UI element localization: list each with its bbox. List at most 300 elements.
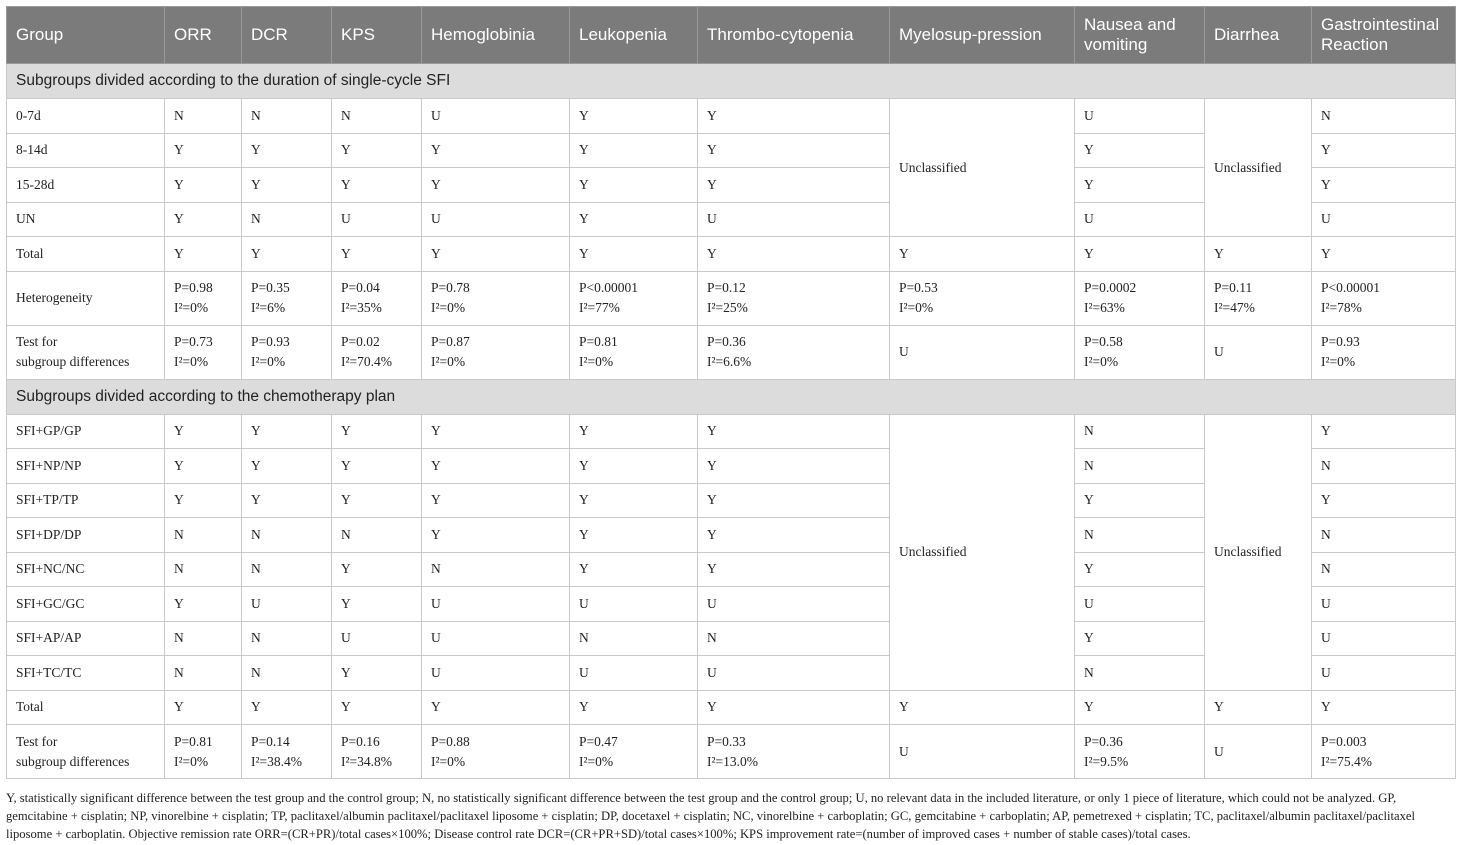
- table-cell: [165, 690, 242, 725]
- table-cell: [1075, 725, 1205, 779]
- table-cell: [698, 133, 890, 168]
- row-label: [7, 237, 165, 272]
- cell-text: Unclassified: [899, 159, 967, 175]
- cell-text: N: [174, 664, 184, 680]
- table-cell: [1205, 690, 1312, 725]
- table-cell: [422, 168, 570, 203]
- table-cell: [698, 168, 890, 203]
- section-header-row: [7, 64, 1456, 99]
- table-row: [7, 325, 1456, 379]
- table-cell: [1205, 237, 1312, 272]
- table-cell: [165, 621, 242, 656]
- table-cell: [570, 690, 698, 725]
- cell-text: U: [1321, 211, 1331, 227]
- cell-text: P<0.00001 I²=77%: [579, 280, 638, 315]
- table-cell: [1075, 656, 1205, 691]
- table-cell: [570, 656, 698, 691]
- table-row: [7, 414, 1456, 449]
- cell-text: P=0.003 I²=75.4%: [1321, 733, 1373, 769]
- table-cell: [422, 237, 570, 272]
- table-cell: [698, 656, 890, 691]
- cell-text: Y: [251, 492, 261, 508]
- table-cell: [332, 449, 422, 484]
- cell-text: Y: [1321, 245, 1331, 261]
- table-cell: [242, 133, 332, 168]
- cell-text: U: [1084, 107, 1094, 123]
- table-cell: [698, 552, 890, 587]
- row-label: [7, 518, 165, 553]
- table-cell: [332, 99, 422, 134]
- cell-text: Y: [431, 176, 441, 192]
- cell-text: P=0.81 I²=0%: [174, 733, 213, 769]
- table-cell: [1312, 202, 1456, 237]
- unclassified-cell: [1205, 99, 1312, 237]
- cell-text: UN: [16, 211, 36, 227]
- cell-text: N: [1084, 423, 1094, 439]
- cell-text: Y: [174, 492, 184, 508]
- table-cell: [332, 587, 422, 622]
- table-cell: [698, 237, 890, 272]
- cell-text: Y: [341, 142, 351, 158]
- table-cell: [1075, 483, 1205, 518]
- table-cell: [1075, 133, 1205, 168]
- cell-text: U: [1214, 743, 1224, 759]
- table-cell: [1075, 518, 1205, 553]
- column-header: Hemoglobinia: [422, 7, 570, 64]
- cell-text: Y: [707, 526, 717, 542]
- cell-text: Y: [707, 245, 717, 261]
- row-label: [7, 271, 165, 325]
- table-cell: [165, 587, 242, 622]
- table-cell: [422, 587, 570, 622]
- table-cell: [165, 133, 242, 168]
- table-cell: [165, 483, 242, 518]
- cell-text: Y: [341, 176, 351, 192]
- cell-text: Y: [579, 526, 589, 542]
- cell-text: SFI+DP/DP: [16, 526, 82, 542]
- cell-text: Y: [251, 142, 261, 158]
- table-cell: [698, 518, 890, 553]
- cell-text: N: [341, 526, 351, 542]
- cell-text: Y: [341, 423, 351, 439]
- cell-text: Unclassified: [899, 544, 967, 559]
- cell-text: P=0.53 I²=0%: [899, 280, 938, 315]
- row-label: [7, 656, 165, 691]
- table-cell: [242, 271, 332, 325]
- subgroup-analysis-table: [6, 6, 1456, 779]
- table-cell: [422, 414, 570, 449]
- cell-text: N: [174, 561, 184, 577]
- cell-text: Y: [431, 245, 441, 261]
- table-cell: [422, 725, 570, 779]
- table-cell: [1312, 449, 1456, 484]
- table-cell: [1312, 690, 1456, 725]
- row-label: [7, 621, 165, 656]
- cell-text: Y: [579, 176, 589, 192]
- cell-text: Unclassified: [1214, 159, 1282, 175]
- cell-text: Y: [1084, 699, 1094, 715]
- cell-text: Y: [341, 664, 351, 680]
- table-cell: [1205, 271, 1312, 325]
- table-cell: [242, 725, 332, 779]
- table-cell: [570, 725, 698, 779]
- table-row: [7, 690, 1456, 725]
- table-cell: [1075, 587, 1205, 622]
- cell-text: SFI+NC/NC: [16, 561, 85, 577]
- cell-text: U: [579, 664, 589, 680]
- cell-text: U: [341, 630, 351, 646]
- cell-text: N: [707, 630, 717, 646]
- cell-text: P=0.35 I²=6%: [251, 280, 290, 315]
- table-cell: [242, 621, 332, 656]
- cell-text: P=0.02 I²=70.4%: [341, 334, 393, 369]
- cell-text: N: [174, 630, 184, 646]
- row-label: [7, 483, 165, 518]
- cell-text: N: [174, 526, 184, 542]
- cell-text: N: [1084, 457, 1094, 473]
- table-cell: [165, 168, 242, 203]
- cell-text: N: [251, 526, 261, 542]
- cell-text: Y: [579, 107, 589, 123]
- row-label: [7, 202, 165, 237]
- cell-text: Y: [579, 699, 589, 715]
- cell-text: 15-28d: [16, 176, 55, 192]
- table-cell: [422, 483, 570, 518]
- cell-text: Y: [707, 107, 717, 123]
- cell-text: Y: [579, 423, 589, 439]
- row-label: [7, 168, 165, 203]
- cell-text: Y: [174, 211, 184, 227]
- cell-text: Y: [341, 492, 351, 508]
- table-row: [7, 237, 1456, 272]
- table-cell: [242, 414, 332, 449]
- cell-text: P=0.36 I²=9.5%: [1084, 733, 1129, 769]
- table-cell: [165, 552, 242, 587]
- cell-text: Y: [899, 699, 909, 715]
- table-cell: [422, 449, 570, 484]
- cell-text: Y: [1321, 699, 1331, 715]
- cell-text: Y: [579, 245, 589, 261]
- table-cell: [698, 414, 890, 449]
- cell-text: Test for subgroup differences: [16, 334, 130, 369]
- table-cell: [422, 656, 570, 691]
- cell-text: P=0.93 I²=0%: [251, 334, 290, 369]
- cell-text: Y: [341, 561, 351, 577]
- cell-text: Y: [251, 423, 261, 439]
- table-cell: [1075, 621, 1205, 656]
- table-cell: [1075, 202, 1205, 237]
- table-cell: [698, 202, 890, 237]
- unclassified-cell: [890, 414, 1075, 690]
- table-cell: [422, 325, 570, 379]
- cell-text: P<0.00001 I²=78%: [1321, 280, 1380, 315]
- table-cell: [332, 518, 422, 553]
- cell-text: Y: [174, 699, 184, 715]
- table-body: [7, 64, 1456, 779]
- table-cell: [698, 621, 890, 656]
- table-cell: [698, 271, 890, 325]
- cell-text: 0-7d: [16, 107, 41, 123]
- section-header-row: [7, 379, 1456, 414]
- cell-text: U: [707, 595, 717, 611]
- unclassified-cell: [1205, 414, 1312, 690]
- unclassified-cell: [890, 99, 1075, 237]
- cell-text: U: [1321, 595, 1331, 611]
- table-row: [7, 99, 1456, 134]
- cell-text: U: [1084, 595, 1094, 611]
- cell-text: Y: [431, 492, 441, 508]
- cell-text: Y: [707, 457, 717, 473]
- table-cell: [570, 325, 698, 379]
- table-cell: [242, 552, 332, 587]
- table-cell: [332, 325, 422, 379]
- table-cell: [698, 99, 890, 134]
- cell-text: SFI+GP/GP: [16, 423, 82, 439]
- cell-text: N: [341, 107, 351, 123]
- table-cell: [422, 690, 570, 725]
- table-cell: [1312, 168, 1456, 203]
- cell-text: Y: [431, 457, 441, 473]
- cell-text: U: [431, 211, 441, 227]
- table-cell: [332, 690, 422, 725]
- cell-text: U: [579, 595, 589, 611]
- table-cell: [165, 271, 242, 325]
- cell-text: U: [431, 595, 441, 611]
- cell-text: N: [1321, 526, 1331, 542]
- column-header: Thrombo-cytopenia: [698, 7, 890, 64]
- table-cell: [570, 99, 698, 134]
- cell-text: Y: [707, 423, 717, 439]
- table-cell: [242, 656, 332, 691]
- table-cell: [242, 690, 332, 725]
- cell-text: Y: [431, 526, 441, 542]
- table-cell: [1075, 99, 1205, 134]
- table-cell: [1205, 325, 1312, 379]
- table-cell: [242, 483, 332, 518]
- table-cell: [165, 518, 242, 553]
- table-cell: [1312, 518, 1456, 553]
- cell-text: P=0.0002 I²=63%: [1084, 280, 1137, 315]
- cell-text: U: [431, 107, 441, 123]
- section-title: Subgroups divided according to the chemotherapy plan: [7, 379, 1456, 414]
- table-cell: [165, 325, 242, 379]
- cell-text: Y: [251, 176, 261, 192]
- cell-text: Y: [341, 699, 351, 715]
- table-cell: [165, 725, 242, 779]
- cell-text: P=0.33 I²=13.0%: [707, 733, 759, 769]
- cell-text: P=0.14 I²=38.4%: [251, 733, 303, 769]
- cell-text: SFI+AP/AP: [16, 630, 82, 646]
- table-cell: [332, 133, 422, 168]
- cell-text: Y: [431, 699, 441, 715]
- table-cell: [570, 168, 698, 203]
- cell-text: Y: [431, 142, 441, 158]
- table-cell: [242, 168, 332, 203]
- cell-text: SFI+NP/NP: [16, 457, 82, 473]
- cell-text: N: [251, 211, 261, 227]
- table-cell: [165, 414, 242, 449]
- table-cell: [1205, 725, 1312, 779]
- cell-text: Y: [707, 492, 717, 508]
- table-cell: [1312, 414, 1456, 449]
- table-cell: [1312, 237, 1456, 272]
- cell-text: P=0.73 I²=0%: [174, 334, 213, 369]
- table-cell: [570, 483, 698, 518]
- cell-text: Y: [579, 561, 589, 577]
- cell-text: Y: [174, 142, 184, 158]
- column-header: KPS: [332, 7, 422, 64]
- cell-text: Test for subgroup differences: [16, 733, 130, 769]
- cell-text: N: [174, 107, 184, 123]
- table-footnote: Y, statistically significant difference between the test group and the control group; N, no statistically significant difference between the test group and the control group; U, no relevant data in the included literature, or only 1 piece of literature, which could not be analyzed. GP, gemcitabine + cisplatin; NP, vinorelbine + cisplatin; TP, paclitaxel/albumin paclitaxel/paclitaxel liposome + cisplatin; DP, docetaxel + cisplatin; NC, vinorelbine + carboplatin; GC, gemcitabine + carboplatin; AP, pemetrexed + cisplatin; TC, paclitaxel/albumin paclitaxel/paclitaxel liposome + carboplatin. Objective remission rate ORR=(CR+PR)/total cases×100%; Disease control rate DCR=(CR+PR+SD)/total cases×100%; KPS improvement rate=(number of improved cases + number of stable cases)/total cases.: [6, 791, 1416, 841]
- row-label: [7, 449, 165, 484]
- table-cell: [165, 202, 242, 237]
- table-cell: [1312, 587, 1456, 622]
- cell-text: N: [251, 107, 261, 123]
- cell-text: N: [1321, 457, 1331, 473]
- table-cell: [422, 99, 570, 134]
- cell-text: U: [431, 664, 441, 680]
- row-label: [7, 690, 165, 725]
- cell-text: Y: [707, 142, 717, 158]
- table-cell: [1312, 621, 1456, 656]
- table-cell: [332, 414, 422, 449]
- column-header: Nausea and vomiting: [1075, 7, 1205, 64]
- table-cell: [242, 325, 332, 379]
- cell-text: SFI+TP/TP: [16, 492, 79, 508]
- section-title: Subgroups divided according to the duration of single-cycle SFI: [7, 64, 1456, 99]
- cell-text: Y: [579, 142, 589, 158]
- table-cell: [698, 449, 890, 484]
- cell-text: Y: [579, 492, 589, 508]
- column-header: Gastrointestinal Reaction: [1312, 7, 1456, 64]
- cell-text: U: [1321, 630, 1331, 646]
- cell-text: P=0.36 I²=6.6%: [707, 334, 752, 369]
- table-cell: [242, 237, 332, 272]
- cell-text: Y: [174, 457, 184, 473]
- table-cell: [165, 449, 242, 484]
- table-cell: [1075, 690, 1205, 725]
- cell-text: N: [251, 561, 261, 577]
- cell-text: P=0.88 I²=0%: [431, 733, 470, 769]
- cell-text: P=0.93 I²=0%: [1321, 334, 1360, 369]
- cell-text: P=0.04 I²=35%: [341, 280, 382, 315]
- cell-text: N: [1321, 561, 1331, 577]
- table-cell: [570, 237, 698, 272]
- table-cell: [332, 168, 422, 203]
- table-cell: [1075, 168, 1205, 203]
- cell-text: Y: [1084, 630, 1094, 646]
- cell-text: P=0.98 I²=0%: [174, 280, 213, 315]
- cell-text: Y: [431, 423, 441, 439]
- table-cell: [332, 621, 422, 656]
- table-cell: [332, 552, 422, 587]
- cell-text: Y: [174, 245, 184, 261]
- table-cell: [570, 414, 698, 449]
- cell-text: 8-14d: [16, 142, 48, 158]
- cell-text: Total: [16, 699, 44, 715]
- cell-text: Y: [341, 595, 351, 611]
- cell-text: U: [1214, 344, 1224, 359]
- cell-text: Y: [1084, 245, 1094, 261]
- table-cell: [698, 325, 890, 379]
- table-row: [7, 725, 1456, 779]
- row-label: [7, 99, 165, 134]
- cell-text: P=0.47 I²=0%: [579, 733, 618, 769]
- cell-text: Y: [579, 211, 589, 227]
- table-cell: [890, 325, 1075, 379]
- cell-text: Unclassified: [1214, 544, 1282, 559]
- table-cell: [332, 237, 422, 272]
- table-cell: [422, 518, 570, 553]
- row-label: [7, 587, 165, 622]
- cell-text: U: [899, 743, 909, 759]
- table-cell: [570, 449, 698, 484]
- cell-text: U: [707, 664, 717, 680]
- cell-text: P=0.78 I²=0%: [431, 280, 470, 315]
- row-label: [7, 325, 165, 379]
- table-cell: [698, 690, 890, 725]
- table-cell: [332, 202, 422, 237]
- table-cell: [332, 483, 422, 518]
- table-cell: [570, 202, 698, 237]
- table-cell: [165, 237, 242, 272]
- table-cell: [332, 725, 422, 779]
- table-cell: [1312, 271, 1456, 325]
- cell-text: N: [251, 630, 261, 646]
- column-header: Leukopenia: [570, 7, 698, 64]
- cell-text: N: [1084, 664, 1094, 680]
- cell-text: Y: [174, 176, 184, 192]
- table-cell: [1075, 237, 1205, 272]
- cell-text: Y: [899, 245, 909, 261]
- cell-text: N: [1084, 526, 1094, 542]
- table-cell: [332, 271, 422, 325]
- table-cell: [242, 587, 332, 622]
- cell-text: Y: [1321, 142, 1331, 158]
- table-cell: [1075, 271, 1205, 325]
- table-cell: [698, 587, 890, 622]
- cell-text: U: [899, 344, 909, 359]
- table-cell: [332, 656, 422, 691]
- cell-text: P=0.11 I²=47%: [1214, 280, 1255, 315]
- row-label: [7, 552, 165, 587]
- cell-text: Y: [1214, 699, 1224, 715]
- column-header: Group: [7, 7, 165, 64]
- table-cell: [422, 552, 570, 587]
- table-row: [7, 271, 1456, 325]
- table-cell: [422, 133, 570, 168]
- cell-text: Heterogeneity: [16, 290, 93, 305]
- table-cell: [890, 690, 1075, 725]
- table-cell: [1312, 483, 1456, 518]
- table-cell: [570, 133, 698, 168]
- cell-text: U: [431, 630, 441, 646]
- cell-text: N: [1321, 107, 1331, 123]
- table-cell: [1075, 325, 1205, 379]
- table-cell: [570, 621, 698, 656]
- table-cell: [1312, 725, 1456, 779]
- table-cell: [1312, 99, 1456, 134]
- table-cell: [1312, 133, 1456, 168]
- cell-text: Y: [341, 457, 351, 473]
- cell-text: U: [1321, 664, 1331, 680]
- cell-text: Y: [1084, 176, 1094, 192]
- cell-text: Y: [1321, 176, 1331, 192]
- row-label: [7, 414, 165, 449]
- table-cell: [890, 725, 1075, 779]
- column-header: Diarrhea: [1205, 7, 1312, 64]
